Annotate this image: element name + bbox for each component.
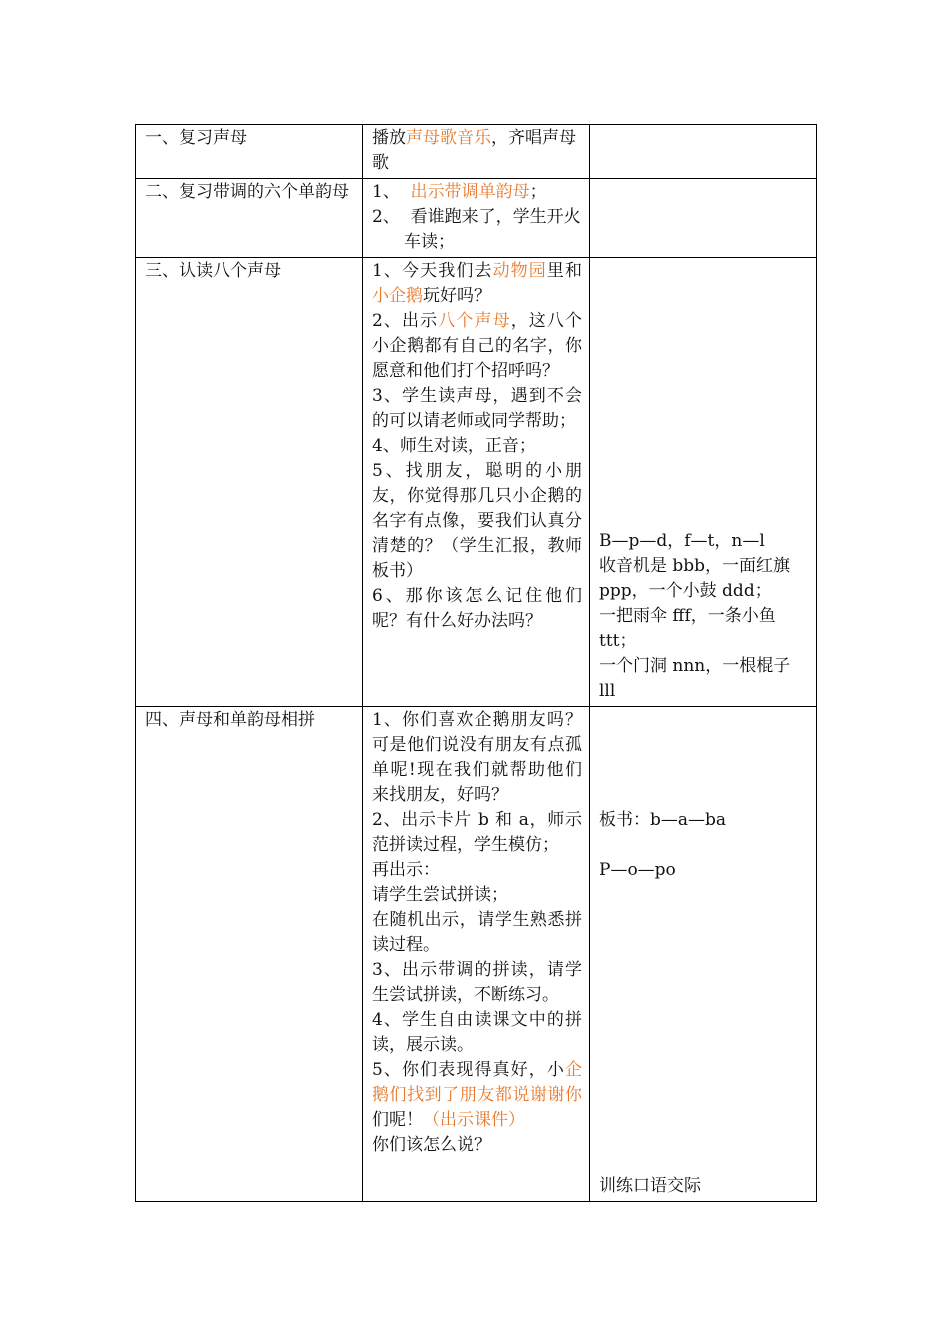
step-cell: 一、复习声母 bbox=[136, 125, 363, 179]
activity-cell bbox=[363, 258, 590, 707]
table-row bbox=[136, 707, 817, 1202]
highlight-text: （出示课件） bbox=[423, 1110, 525, 1130]
highlight-text: 八个声母 bbox=[438, 311, 511, 331]
highlight-text: 企鹅们找到了朋友都说谢谢你 bbox=[372, 1060, 582, 1105]
list-item: 1、你们喜欢企鹅朋友吗？可是他们说没有朋友有点孤单呢!现在我们就帮助他们来找朋友，好吗？ bbox=[372, 710, 582, 805]
list-item: 5、找朋友，聪明的小朋友，你觉得那几只小企鹅的名字有点像，要我们认真分清楚的？（学生汇报，教师板书） bbox=[372, 461, 582, 581]
list-item: 1、 出示带调单韵母； bbox=[372, 182, 547, 202]
notes-cell bbox=[590, 707, 817, 1202]
list-item: 4、学生自由读课文中的拼读，展示读。 bbox=[372, 1010, 582, 1055]
highlight-text: 小企鹅 bbox=[372, 286, 423, 306]
footer-note: 训练口语交际 bbox=[599, 1176, 701, 1196]
board-note: 板书：b—a—ba bbox=[599, 810, 727, 830]
table-row bbox=[136, 125, 817, 179]
board-note: P—o—po bbox=[599, 860, 676, 880]
step-cell: 四、声母和单韵母相拼 bbox=[136, 707, 363, 1202]
board-note: 收音机是 bbb，一面红旗 ppp，一个小鼓 ddd； bbox=[599, 556, 791, 601]
list-item: 6、那你该怎么记住他们呢？有什么好办法吗？ bbox=[372, 586, 582, 631]
list-item: 1、今天我们去动物园里和小企鹅玩好吗？ bbox=[372, 261, 582, 306]
board-note: 一把雨伞 fff，一条小鱼 ttt； bbox=[599, 606, 776, 651]
notes-cell bbox=[590, 125, 817, 179]
list-item: 2、 看谁跑来了，学生开火车读； bbox=[372, 207, 581, 252]
list-item: 4、师生对读，正音； bbox=[372, 436, 536, 456]
list-item: 5、你们表现得真好，小企鹅们找到了朋友都说谢谢你们呢！（出示课件） bbox=[372, 1060, 582, 1130]
highlight-text: 声母歌音乐 bbox=[406, 128, 491, 148]
board-note: B—p—d，f—t，n—l bbox=[599, 531, 765, 551]
list-item: 3、出示带调的拼读，请学生尝试拼读，不断练习。 bbox=[372, 960, 582, 1005]
list-item: 请学生尝试拼读； bbox=[372, 885, 508, 905]
list-item: 在随机出示，请学生熟悉拼读过程。 bbox=[372, 910, 582, 955]
table-row bbox=[136, 179, 817, 258]
step-cell: 二、复习带调的六个单韵母 bbox=[136, 179, 363, 258]
list-item: 你们该怎么说？ bbox=[372, 1135, 491, 1155]
list-item: 再出示： bbox=[372, 860, 440, 880]
board-note: 一个门洞 nnn，一根棍子 lll bbox=[599, 656, 791, 701]
list-item: 2、出示八个声母，这八个小企鹅都有自己的名字，你愿意和他们打个招呼吗？ bbox=[372, 311, 583, 381]
notes-cell bbox=[590, 179, 817, 258]
step-cell: 三、认读八个声母 bbox=[136, 258, 363, 707]
highlight-text: 动物园 bbox=[492, 261, 547, 281]
highlight-text: 出示带调单韵母 bbox=[410, 182, 530, 202]
activity-cell: 播放声母歌音乐，齐唱声母歌 bbox=[363, 125, 590, 179]
lesson-plan-table bbox=[135, 124, 817, 1202]
activity-cell bbox=[363, 179, 590, 258]
list-item: 2、出示卡片 b 和 a，师示范拼读过程，学生模仿； bbox=[372, 810, 582, 855]
list-item: 3、学生读声母，遇到不会的可以请老师或同学帮助； bbox=[372, 386, 582, 431]
activity-list bbox=[372, 180, 582, 255]
activity-cell bbox=[363, 707, 590, 1202]
table-row bbox=[136, 258, 817, 707]
notes-cell bbox=[590, 258, 817, 707]
